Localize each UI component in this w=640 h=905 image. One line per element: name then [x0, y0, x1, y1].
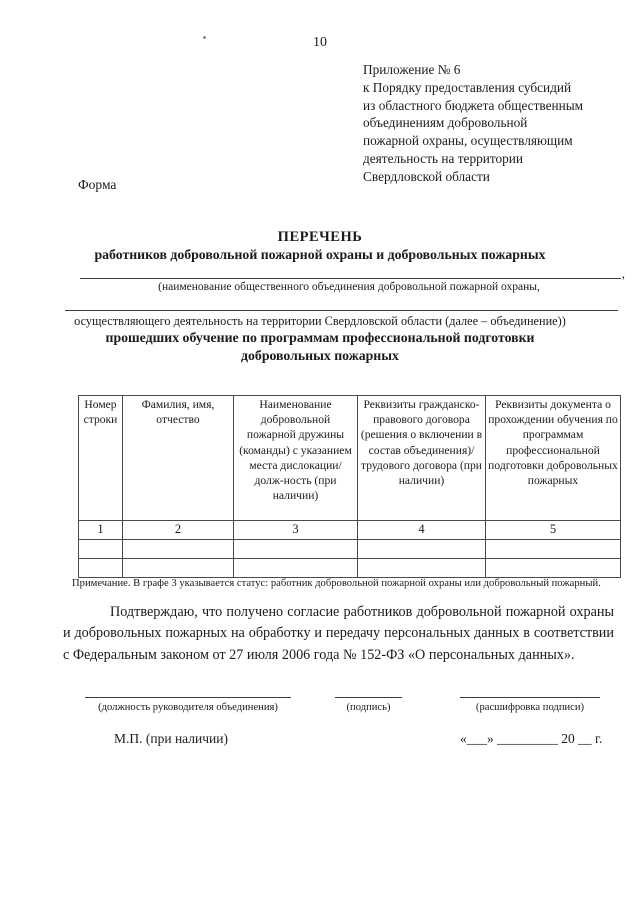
roster-table [78, 395, 621, 578]
document-subtitle: работников добровольной пожарной охраны и добровольных пожарных [94, 247, 546, 262]
appendix-line: Приложение № 6 [363, 62, 461, 77]
empty-cell [123, 540, 234, 559]
table-header-row [79, 396, 621, 521]
th-row-number: Номер строки [79, 396, 123, 521]
appendix-line: деятельность на территории [363, 150, 524, 166]
org-activity-caption: осуществляющего деятельность на территории Свердловской области (далее – объединение)) [74, 314, 566, 328]
th-full-name: Фамилия, имя, отчество [123, 396, 234, 521]
empty-cell [79, 559, 123, 578]
th-contract-details: Реквизиты гражданско-правового договора (решения о включении в состав объединения)/ трудового договора (при наличии) [358, 396, 486, 521]
fill-rule [80, 261, 621, 279]
empty-cell [358, 559, 486, 578]
appendix-line: Свердловской области [363, 168, 490, 184]
document-title: ПЕРЕЧЕНЬ [277, 229, 363, 245]
signature-transcript-label: (расшифровка подписи) [475, 702, 585, 713]
column-number-row [79, 521, 621, 540]
th-unit-name: Наименование добровольной пожарной дружины (команды) с указанием места дислокации/долж-ность (при наличии) [234, 396, 358, 521]
training-subtitle-line1: прошедших обучение по программам профессиональной подготовки [105, 330, 535, 345]
empty-cell [234, 559, 358, 578]
consent-paragraph: Подтверждаю, что получено согласие работников добровольной пожарной охраны и добровольных пожарных на обработку и передачу персональных данных в соответствии с Федеральным законом от 27 июля 2006 года № 152-ФЗ «О персональных данных». [63, 604, 614, 663]
form-label: Форма [78, 177, 117, 192]
signature-block-sign [335, 697, 402, 713]
signature-block-position [85, 697, 291, 713]
org-name-fill-line-2 [65, 294, 618, 311]
empty-cell [486, 559, 621, 578]
table-row [79, 559, 621, 578]
org-name-caption: (наименование общественного объединения добровольной пожарной охраны, [158, 281, 540, 293]
empty-cell [358, 540, 486, 559]
signature-block-transcript [460, 697, 600, 713]
appendix-line: к Порядку предоставления субсидий [363, 79, 572, 95]
appendix-line: пожарной охраны, осуществляющим [363, 133, 573, 149]
training-subtitle-line2: добровольных пожарных [241, 348, 399, 363]
empty-cell [234, 540, 358, 559]
signature-sign-label: (подпись) [346, 702, 391, 713]
empty-cell [79, 540, 123, 559]
column-number-cell: 4 [358, 521, 486, 540]
signature-position-label: (должность руководителя объединения) [98, 702, 278, 713]
column-number-cell: 1 [79, 521, 123, 540]
table-row [79, 540, 621, 559]
appendix-reference [363, 61, 603, 186]
appendix-line: из областного бюджета общественным [363, 97, 584, 113]
th-training-document: Реквизиты документа о прохождении обучения по программам профессиональной подготовки добровольных пожарных [486, 396, 621, 521]
seal-label: М.П. (при наличии) [114, 731, 228, 746]
footnote: Примечание. В графе 3 указывается статус: работник добровольной пожарной охраны или добровольный пожарный. [72, 578, 601, 589]
empty-cell [486, 540, 621, 559]
appendix-line: объединениям добровольной [363, 115, 528, 131]
org-name-fill-line [80, 261, 625, 279]
column-number-cell: 3 [234, 521, 358, 540]
page-number: 10 [313, 35, 327, 50]
empty-cell [123, 559, 234, 578]
column-number-cell: 2 [123, 521, 234, 540]
fill-line-comma: , [621, 266, 625, 281]
date-blank: «___» _________ 20 __ г. [460, 731, 603, 746]
column-number-cell: 5 [486, 521, 621, 540]
